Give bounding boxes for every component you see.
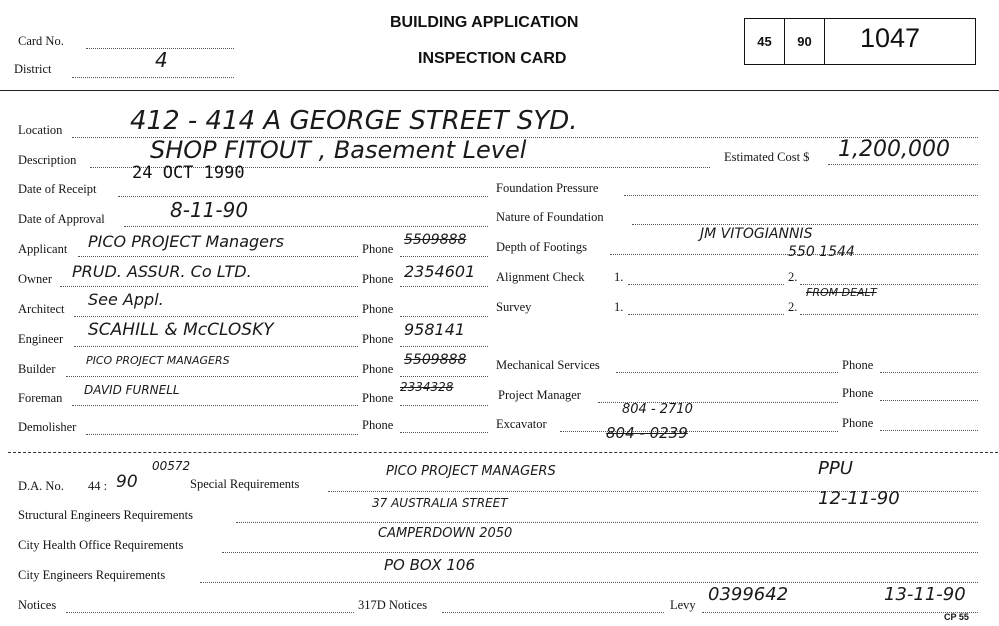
foundation-pressure-label: Foundation Pressure	[496, 181, 599, 195]
structural-requirements-line	[236, 522, 978, 523]
levy-value: 0399642	[708, 584, 789, 605]
year-cell-1: 45	[745, 19, 785, 64]
foreman-phone-value: 2334328	[400, 380, 454, 394]
health-requirements-value: CAMPERDOWN 2050	[378, 526, 513, 541]
excavator-value: 804 - 2710	[622, 402, 693, 417]
excavator-phone-line	[880, 430, 978, 431]
date-receipt-stamp: 24 OCT 1990	[132, 163, 245, 183]
engineer-phone-label: Phone	[362, 332, 394, 346]
builder-line	[66, 376, 358, 377]
engineers-requirements-line	[200, 582, 978, 583]
estimated-cost-line	[828, 164, 978, 165]
architect-phone-label: Phone	[362, 302, 394, 316]
owner-line	[60, 286, 358, 287]
date-receipt-label: Date of Receipt	[18, 182, 97, 196]
excavator-line	[560, 431, 838, 432]
special-requirements-value: PICO PROJECT MANAGERS	[386, 464, 556, 479]
applicant-phone-line	[400, 256, 488, 257]
owner-phone-value: 2354601	[404, 262, 476, 281]
foreman-value: DAVID FURNELL	[84, 383, 180, 397]
mechanical-services-label: Mechanical Services	[496, 358, 600, 372]
structural-requirements-value: 37 AUSTRALIA STREET	[372, 496, 508, 510]
demolisher-phone-label: Phone	[362, 418, 394, 432]
alignment-check-num-1: 1.	[614, 270, 624, 284]
da-no-superscript: 00572	[152, 459, 191, 473]
survey-label: Survey	[496, 300, 532, 314]
excavator-phone-label: Phone	[842, 416, 874, 430]
date-approval-label: Date of Approval	[18, 212, 105, 226]
notices-317d-label: 317D Notices	[358, 598, 428, 612]
applicant-label: Applicant	[18, 242, 68, 256]
levy-label: Levy	[670, 598, 696, 612]
architect-label: Architect	[18, 302, 65, 316]
ppu-annotation: PPU	[818, 458, 853, 479]
description-label: Description	[18, 153, 77, 167]
estimated-cost-label: Estimated Cost $	[724, 150, 810, 164]
demolisher-line	[86, 434, 358, 435]
alignment-check-num-2: 2.	[788, 270, 798, 284]
foreman-label: Foreman	[18, 391, 63, 405]
project-manager-phone-line	[880, 400, 978, 401]
applicant-line	[78, 256, 358, 257]
depth-footings-value: JM VITOGIANNIS	[700, 226, 813, 242]
health-requirements-label: City Health Office Requirements	[18, 538, 184, 552]
application-number: 1047	[860, 23, 921, 53]
structural-requirements-label: Structural Engineers Requirements	[18, 508, 193, 522]
depth-footings-value-2: 550 1544	[788, 244, 855, 260]
foundation-pressure-line	[624, 195, 978, 196]
excavator-label: Excavator	[496, 417, 547, 431]
survey-num-2: 2.	[788, 300, 798, 314]
engineers-requirements-label: City Engineers Requirements	[18, 568, 166, 582]
location-label: Location	[18, 123, 63, 137]
nature-foundation-line	[632, 224, 978, 225]
builder-value: PICO PROJECT MANAGERS	[86, 354, 230, 367]
date-approval-value: 8-11-90	[170, 198, 249, 222]
form-subtitle: INSPECTION CARD	[418, 50, 567, 67]
mechanical-phone-label: Phone	[842, 358, 874, 372]
mechanical-services-line	[616, 372, 838, 373]
date-approval-line	[124, 226, 488, 227]
engineer-phone-line	[400, 346, 488, 347]
demolisher-label: Demolisher	[18, 420, 77, 434]
header-divider	[0, 90, 999, 91]
builder-phone-label: Phone	[362, 362, 394, 376]
application-number-box	[744, 18, 976, 65]
engineers-requirements-value: PO BOX 106	[384, 556, 475, 574]
da-no-prefix: 44 :	[88, 479, 108, 493]
mechanical-phone-line	[880, 372, 978, 373]
survey-line-1	[628, 314, 784, 315]
applicant-value: PICO PROJECT Managers	[88, 232, 284, 251]
survey-num-1: 1.	[614, 300, 624, 314]
project-manager-phone-label: Phone	[842, 386, 874, 400]
alignment-check-label: Alignment Check	[496, 270, 585, 284]
form-title: BUILDING APPLICATION	[390, 14, 579, 31]
description-value: SHOP FITOUT , Basement Level	[150, 136, 527, 164]
foreman-line	[72, 405, 358, 406]
owner-value: PRUD. ASSUR. Co LTD.	[72, 262, 252, 281]
builder-label: Builder	[18, 362, 56, 376]
alignment-check-line-2	[800, 284, 978, 285]
owner-phone-line	[400, 286, 488, 287]
architect-value: See Appl.	[88, 290, 164, 309]
project-manager-label: Project Manager	[498, 388, 581, 402]
engineer-value: SCAHILL & McCLOSKY	[88, 320, 274, 340]
engineer-phone-value: 958141	[404, 320, 466, 339]
special-requirements-label: Special Requirements	[190, 477, 300, 491]
levy-date: 13-11-90	[884, 584, 966, 605]
foreman-phone-line	[400, 405, 488, 406]
builder-phone-value: 5509888	[404, 352, 467, 368]
district-value: 4	[155, 48, 168, 72]
notices-317d-line	[442, 612, 664, 613]
nature-foundation-label: Nature of Foundation	[496, 210, 604, 224]
applicant-phone-value: 5509888	[404, 232, 467, 248]
levy-line	[702, 612, 978, 613]
structural-date: 12-11-90	[818, 488, 900, 509]
excavator-struck-value: 804 - 0239	[606, 424, 688, 442]
engineer-line	[74, 346, 358, 347]
form-code: CP 55	[944, 612, 969, 622]
estimated-cost-value: 1,200,000	[838, 137, 950, 162]
owner-phone-label: Phone	[362, 272, 394, 286]
owner-label: Owner	[18, 272, 53, 286]
architect-phone-line	[400, 316, 488, 317]
section-divider	[8, 452, 998, 453]
engineer-label: Engineer	[18, 332, 64, 346]
depth-footings-label: Depth of Footings	[496, 240, 587, 254]
architect-line	[74, 316, 358, 317]
applicant-phone-label: Phone	[362, 242, 394, 256]
alignment-check-line-1	[628, 284, 784, 285]
district-label: District	[14, 62, 52, 76]
notices-line	[66, 612, 354, 613]
district-line	[72, 77, 234, 78]
date-receipt-line	[118, 196, 488, 197]
year-cell-2: 90	[785, 19, 825, 64]
da-no-label: D.A. No.	[18, 479, 64, 493]
card-no-label: Card No.	[18, 34, 64, 48]
survey-line-2	[800, 314, 978, 315]
foreman-phone-label: Phone	[362, 391, 394, 405]
location-value: 412 - 414 A GEORGE STREET SYD.	[130, 106, 578, 136]
da-no-value: 90	[116, 472, 138, 492]
notices-label: Notices	[18, 598, 57, 612]
demolisher-phone-line	[400, 432, 488, 433]
builder-phone-line	[400, 376, 488, 377]
health-requirements-line	[222, 552, 978, 553]
survey-struck-value: FROM DEALT	[806, 286, 877, 299]
